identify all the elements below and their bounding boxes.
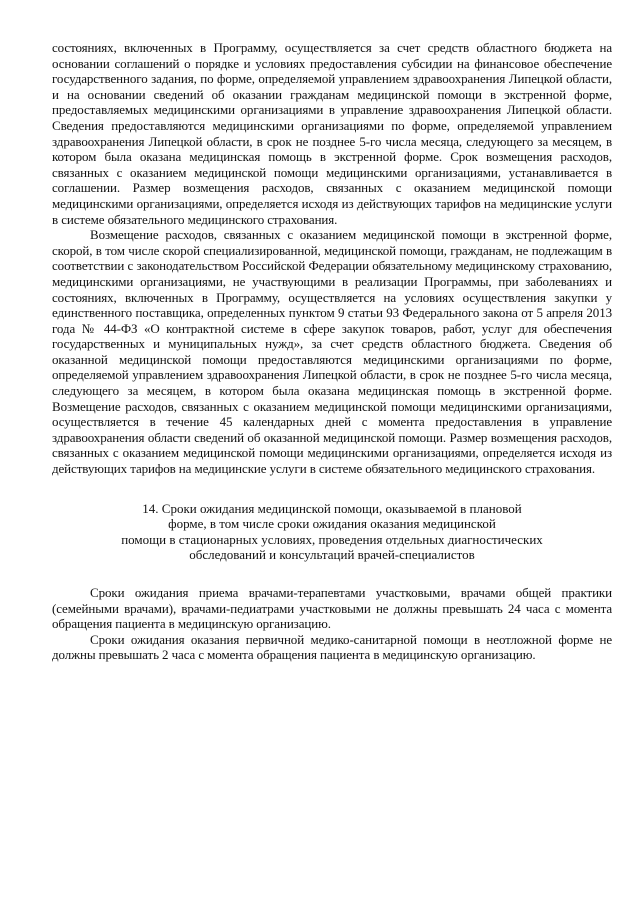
heading-line: 14. Сроки ожидания медицинской помощи, оказываемой в плановой xyxy=(142,500,522,516)
heading-line: помощи в стационарных условиях, проведения отдельных диагностических xyxy=(121,531,543,547)
document-page xyxy=(52,40,612,663)
section-heading xyxy=(52,501,612,563)
paragraph: Сроки ожидания оказания первичной медико-санитарной помощи в неотложной форме не должны превышать 2 часа с момента обращения пациента в медицинскую организацию. xyxy=(52,631,612,663)
paragraph: Сроки ожидания приема врачами-терапевтами участковыми, врачами общей практики (семейными врачами), врачами-педиатрами участковыми не должны превышать 24 часа с момента обращения пациента в медицинскую организацию. xyxy=(52,585,612,632)
heading-line: обследований и консультаций врачей-специалистов xyxy=(189,547,475,563)
paragraph: состояниях, включенных в Программу, осуществляется за счет средств областного бюджета на основании соглашений о порядке и условиях предоставления субсидии на финансовое обеспечение государственного задания, по форме, определяемой управлением здравоохранения Липецкой области, и на основании сведений об оказании гражданам медицинской помощи в экстренной форме, предоставляемых медицинскими организациями в управление здравоохранения Липецкой области. Сведения предоставляются медицинскими организациями по форме, определяемой управлением здравоохранения Липецкой области, в срок не позднее 5-го числа месяца, следующего за месяцем, в котором была оказана медицинская помощь в экстренной форме. Срок возмещения расходов, связанных с оказанием медицинской помощи медицинскими организациями, устанавливается в соглашении. Размер возмещения расходов, связанных с оказанием медицинской помощи медицинскими организациями, определяется исходя из действующих тарифов на медицинские услуги в системе обязательного медицинского страхования. xyxy=(52,40,612,227)
paragraph: Возмещение расходов, связанных с оказанием медицинской помощи в экстренной форме, скорой, в том числе скорой специализированной, медицинской помощи, гражданам, не подлежащим в соответствии с законодательством Российской Федерации обязательному медицинскому страхованию, медицинскими организациями, не участвующими в реализации Программы, при заболеваниях и состояниях, включенных в Программу, осуществляется на условиях осуществления закупки у единственного поставщика, определенных пунктом 9 статьи 93 Федерального закона от 5 апреля 2013 года № 44-ФЗ «О контрактной системе в сфере закупок товаров, работ, услуг для обеспечения государственных и муниципальных нужд», за счет средств областного бюджета. Сведения об оказанной медицинской помощи предоставляются медицинскими организациями по форме, определяемой управлением здравоохранения Липецкой области, в срок не позднее 5-го числа месяца, следующего за месяцем, в котором была оказана медицинская помощь в экстренной форме. Возмещение расходов, связанных с оказанием медицинской помощи медицинскими организациями, осуществляется в течение 45 календарных дней с момента предоставления в управление здравоохранения области сведений об оказанной медицинской помощи. Размер возмещения расходов, связанных с оказанием медицинской помощи медицинскими организациями, определяется исходя из действующих тарифов на медицинские услуги в системе обязательного медицинского страхования. xyxy=(52,227,612,477)
heading-line: форме, в том числе сроки ожидания оказания медицинской xyxy=(168,516,496,532)
